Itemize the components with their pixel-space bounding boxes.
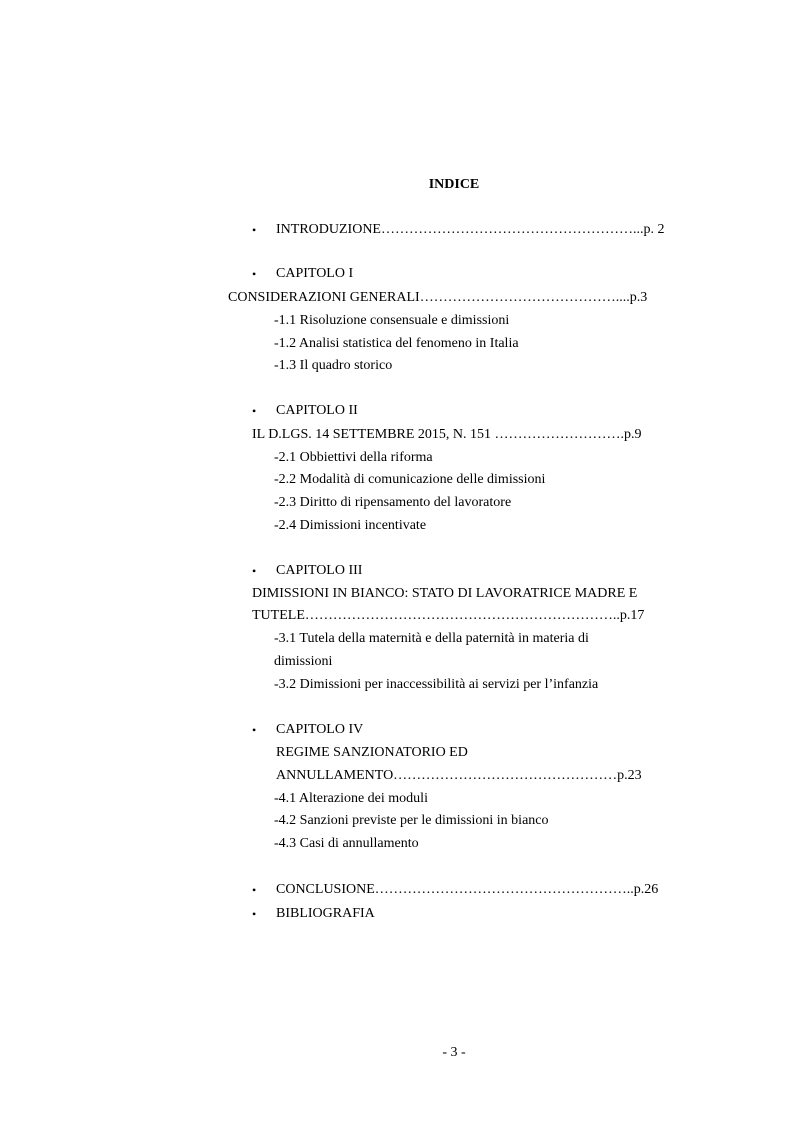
page-title: INDICE	[428, 177, 480, 192]
toc-section-4-2: -4.2 Sanzioni previste per le dimissioni in bianco	[274, 813, 549, 828]
toc-section-2-4: -2.4 Dimissioni incentivate	[274, 518, 427, 533]
toc-section-3-1-line1: -3.1 Tutela della maternità e della paternità in materia di	[274, 631, 589, 646]
toc-chapter-4-label: CAPITOLO IV	[276, 722, 364, 737]
page-number: - 3 -	[442, 1045, 466, 1060]
toc-entry-bibliografia: BIBLIOGRAFIA	[276, 906, 375, 921]
toc-entry-introduzione: INTRODUZIONE………………………………………………...p. 2	[276, 222, 665, 237]
toc-section-1-2: -1.2 Analisi statistica del fenomeno in Italia	[274, 336, 519, 351]
toc-section-3-1-line2: dimissioni	[274, 654, 333, 669]
toc-chapter-1-title: CONSIDERAZIONI GENERALI……………………………………....p.3	[228, 290, 648, 305]
toc-section-4-3: -4.3 Casi di annullamento	[274, 836, 419, 851]
toc-chapter-3-title-line2: TUTELE…………………………………………………………..p.17	[252, 608, 645, 623]
toc-entry-conclusione: CONCLUSIONE………………………………………………..p.26	[276, 882, 659, 897]
toc-chapter-4-title-line2: ANNULLAMENTO…………………………………………p.23	[276, 768, 642, 783]
toc-section-4-1: -4.1 Alterazione dei moduli	[274, 791, 428, 806]
toc-section-1-1: -1.1 Risoluzione consensuale e dimissioni	[274, 313, 510, 328]
toc-chapter-4-title-line1: REGIME SANZIONATORIO ED	[276, 745, 468, 760]
toc-chapter-3-label: CAPITOLO III	[276, 563, 363, 578]
toc-section-3-2: -3.2 Dimissioni per inaccessibilità ai servizi per l’infanzia	[274, 677, 599, 692]
bullet-introduzione: •	[252, 223, 257, 237]
toc-chapter-1-label: CAPITOLO I	[276, 266, 354, 281]
bullet-capitolo-3: •	[252, 564, 257, 578]
bullet-capitolo-2: •	[252, 404, 257, 418]
toc-chapter-3-title-line1: DIMISSIONI IN BIANCO: STATO DI LAVORATRICE MADRE E	[252, 586, 638, 601]
toc-section-2-3: -2.3 Diritto di ripensamento del lavoratore	[274, 495, 512, 510]
bullet-conclusione: •	[252, 883, 257, 897]
toc-section-2-2: -2.2 Modalità di comunicazione delle dimissioni	[274, 472, 546, 487]
toc-section-1-3: -1.3 Il quadro storico	[274, 358, 393, 373]
bullet-capitolo-4: •	[252, 723, 257, 737]
bullet-capitolo-1: •	[252, 267, 257, 281]
toc-chapter-2-label: CAPITOLO II	[276, 403, 358, 418]
toc-section-2-1: -2.1 Obbiettivi della riforma	[274, 450, 433, 465]
bullet-bibliografia: •	[252, 907, 257, 921]
toc-chapter-2-title: IL D.LGS. 14 SETTEMBRE 2015, N. 151 ……………………….p.9	[252, 427, 642, 442]
